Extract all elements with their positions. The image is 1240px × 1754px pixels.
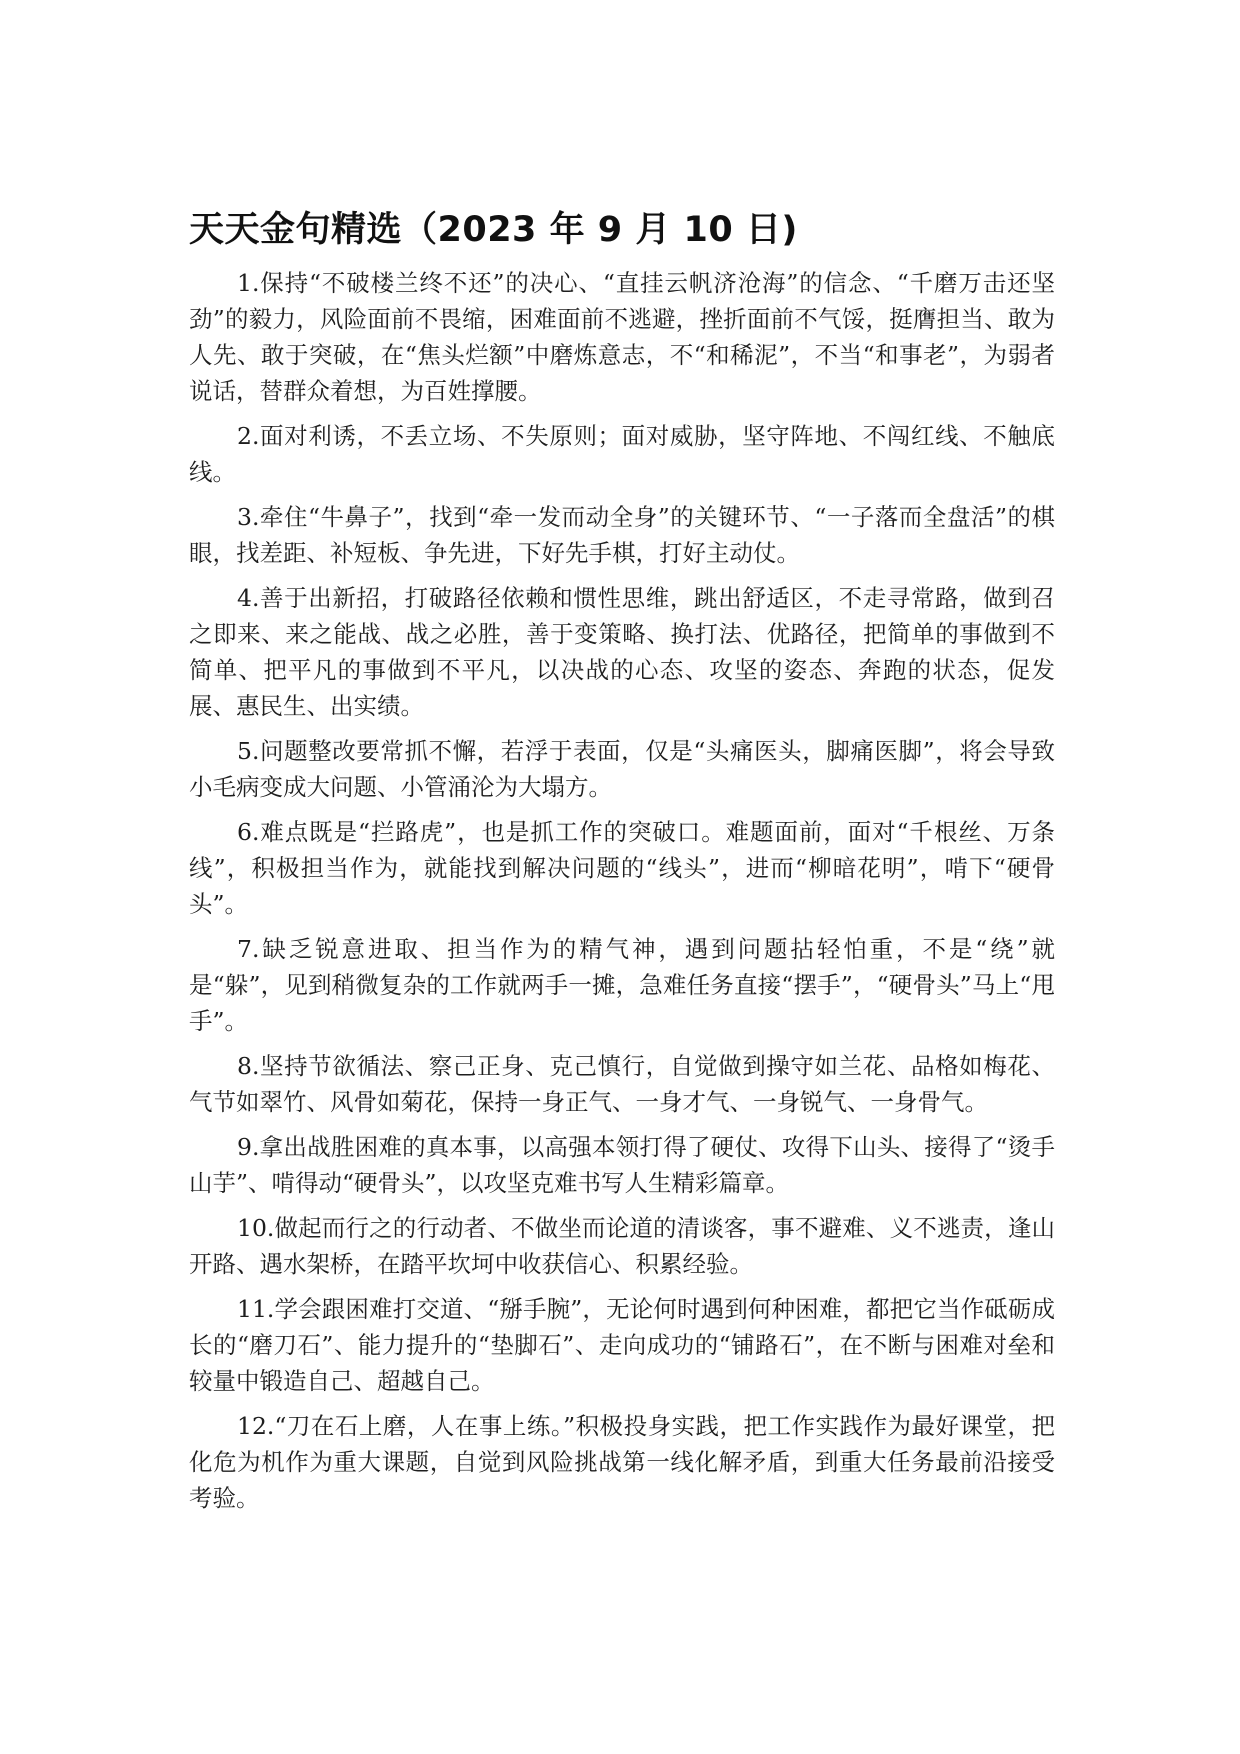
quote-item-11: 11.学会跟困难打交道、“掰手腕”，无论何时遇到何种困难，都把它当作砥砺成长的“磨刀石”、能力提升的“垫脚石”、走向成功的“铺路石”，在不断与困难对垒和较量中锻造自己、超越自己。 — [189, 1295, 1055, 1395]
quote-item-3: 3.牵住“牛鼻子”，找到“牵一发而动全身”的关键环节、“一子落而全盘活”的棋眼，找差距、补短板、争先进，下好先手棋，打好主动仗。 — [189, 503, 1055, 567]
quote-item-6: 6.难点既是“拦路虎”，也是抓工作的突破口。难题面前，面对“千根丝、万条线”，积极担当作为，就能找到解决问题的“线头”，进而“柳暗花明”，啃下“硬骨头”。 — [189, 818, 1055, 918]
quote-item-7: 7.缺乏锐意进取、担当作为的精气神，遇到问题拈轻怕重，不是“绕”就是“躲”，见到稍微复杂的工作就两手一摊，急难任务直接“摆手”，“硬骨头”马上“甩手”。 — [189, 935, 1055, 1035]
quote-item-2: 2.面对利诱，不丢立场、不失原则；面对威胁，坚守阵地、不闯红线、不触底线。 — [189, 422, 1055, 486]
quote-item-5: 5.问题整改要常抓不懈，若浮于表面，仅是“头痛医头，脚痛医脚”，将会导致小毛病变成大问题、小管涌沦为大塌方。 — [189, 737, 1055, 801]
quote-item-10: 10.做起而行之的行动者、不做坐而论道的清谈客，事不避难、义不逃责，逢山开路、遇水架桥，在踏平坎坷中收获信心、积累经验。 — [189, 1214, 1055, 1278]
quote-item-8: 8.坚持节欲循法、察己正身、克己慎行，自觉做到操守如兰花、品格如梅花、气节如翠竹、风骨如菊花，保持一身正气、一身才气、一身锐气、一身骨气。 — [189, 1052, 1055, 1116]
quote-item-4: 4.善于出新招，打破路径依赖和惯性思维，跳出舒适区，不走寻常路，做到召之即来、来之能战、战之必胜，善于变策略、换打法、优路径，把简单的事做到不简单、把平凡的事做到不平凡，以决战的心态、攻坚的姿态、奔跑的状态，促发展、惠民生、出实绩。 — [189, 584, 1055, 720]
quote-list — [189, 265, 1055, 1516]
quote-item-12: 12.“刀在石上磨，人在事上练。”积极投身实践，把工作实践作为最好课堂，把化危为机作为重大课题，自觉到风险挑战第一线化解矛盾，到重大任务最前沿接受考验。 — [189, 1412, 1055, 1512]
document-title: 天天金句精选（2023 年 9 月 10 日) — [189, 210, 798, 250]
quote-item-1: 1.保持“不破楼兰终不还”的决心、“直挂云帆济沧海”的信念、“千磨万击还坚劲”的毅力，风险面前不畏缩，困难面前不逃避，挫折面前不气馁，挺膺担当、敢为人先、敢于突破，在“焦头烂额”中磨炼意志，不“和稀泥”，不当“和事老”，为弱者说话，替群众着想，为百姓撑腰。 — [189, 269, 1055, 405]
quote-item-9: 9.拿出战胜困难的真本事，以高强本领打得了硬仗、攻得下山头、接得了“烫手山芋”、啃得动“硬骨头”，以攻坚克难书写人生精彩篇章。 — [189, 1133, 1055, 1197]
document-page — [189, 205, 1055, 1525]
